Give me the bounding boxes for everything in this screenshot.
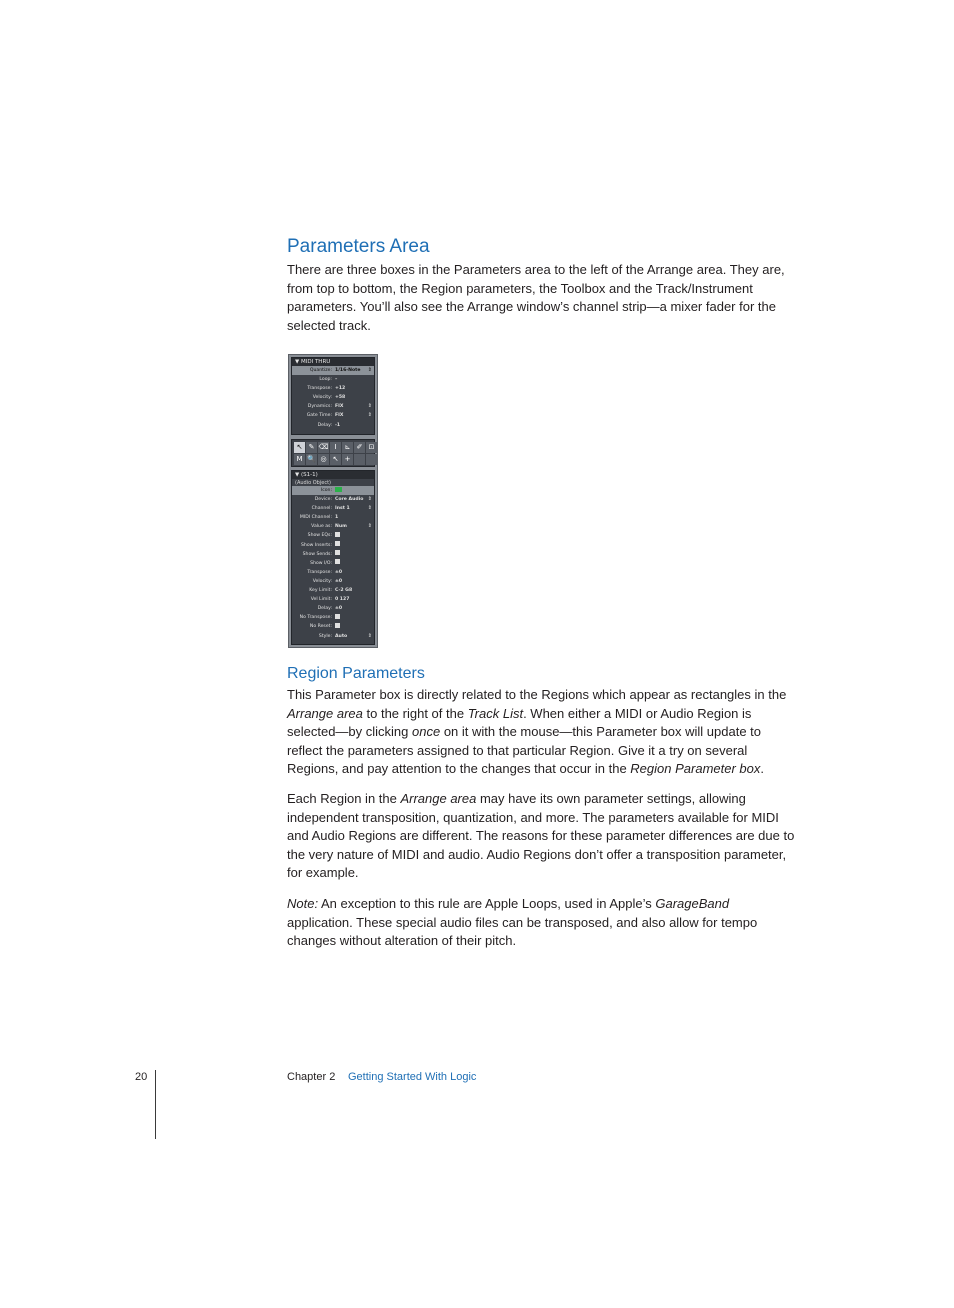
track-box-subheader: (Audio Object): [295, 480, 331, 486]
tool-button-icon[interactable]: +: [342, 454, 353, 465]
stepper-arrows-icon[interactable]: ⇕: [367, 523, 372, 530]
parameter-row[interactable]: [292, 586, 374, 595]
intro-paragraph: There are three boxes in the Parameters area to the left of the Arrange area. They are, from top to bottom, the Region parameters, the Toolbox and the Track/Instrument parameters. You’ll also see the Arrange window’s channel strip—a mixer fader for the selected track.: [287, 262, 785, 333]
parameter-label: No Transpose:: [299, 615, 332, 621]
text-run: .: [760, 761, 764, 777]
tool-button-icon[interactable]: Ι: [330, 442, 341, 453]
tool-button-icon[interactable]: ↖: [294, 442, 305, 453]
region-paragraph-2: [287, 790, 797, 883]
parameter-value: +58: [335, 395, 346, 401]
tool-button-icon[interactable]: ◎: [318, 454, 329, 465]
parameter-row[interactable]: [292, 486, 374, 495]
tool-button-icon[interactable]: 🔍: [307, 455, 316, 463]
subsection-title: Region Parameters: [287, 665, 425, 682]
parameter-row[interactable]: [292, 613, 374, 622]
text-run: on it with the mouse—this Parameter box will update to reflect the parameters assigned to that particular Region. Give it a try on several Regions, and pay attention to the changes that occur in the: [287, 724, 762, 777]
checkbox-icon: [335, 541, 340, 550]
checkbox-icon: [335, 622, 340, 631]
parameter-value: C-2 G8: [335, 588, 353, 594]
tool-button-icon[interactable]: [366, 454, 377, 465]
parameter-label: Velocity:: [312, 578, 332, 584]
tool-button-icon[interactable]: M: [294, 454, 305, 465]
parameter-row[interactable]: [292, 495, 374, 504]
toolbox: [291, 439, 375, 467]
tool-button-icon[interactable]: ✎: [306, 442, 317, 453]
parameter-label: Show Sends:: [302, 551, 332, 557]
parameter-row[interactable]: [292, 522, 374, 531]
parameter-label: Quantize:: [309, 368, 332, 373]
parameter-value: Num: [335, 524, 347, 530]
parameter-row[interactable]: [292, 531, 374, 540]
parameter-label: Gate Time:: [306, 413, 332, 419]
parameter-value: –: [335, 377, 338, 383]
parameter-value: FIX: [335, 404, 344, 410]
parameter-label: Transpose:: [307, 386, 332, 392]
parameter-value: Core Audio: [335, 497, 364, 503]
parameter-row[interactable]: [292, 504, 374, 513]
tool-button-icon[interactable]: ✐: [354, 442, 365, 453]
parameter-row[interactable]: [292, 393, 374, 402]
text-run: may have its own parameter settings, allowing independent transposition, quantization, and more. The parameters available for MIDI and Audio Regions are different. The reasons for these parameter differences are due to the very nature of MIDI and audio. Audio Regions don’t offer a transposition parameter, for example.: [287, 791, 795, 881]
parameter-row[interactable]: [292, 366, 374, 375]
note-paragraph: [287, 895, 797, 951]
section-title: Parameters Area: [287, 236, 430, 257]
track-parameter-rows: [292, 486, 374, 641]
parameter-row[interactable]: [292, 541, 374, 550]
parameter-label: Show EQs:: [307, 533, 332, 539]
region-paragraph-1: [287, 686, 797, 779]
track-parameter-box: [291, 470, 375, 645]
stepper-arrows-icon[interactable]: ⇕: [367, 505, 372, 512]
parameter-label: MIDI Channel:: [299, 515, 332, 521]
track-icon: [335, 486, 342, 495]
parameter-row[interactable]: [292, 559, 374, 568]
parameter-label: Icon:: [320, 488, 332, 493]
parameter-value: 1/16-Note: [335, 368, 361, 373]
parameter-value: ±0: [335, 578, 343, 584]
parameter-row[interactable]: [292, 411, 374, 420]
parameter-row[interactable]: [292, 632, 374, 641]
parameter-row[interactable]: [292, 622, 374, 631]
parameter-label: Delay:: [317, 606, 332, 612]
parameter-row[interactable]: [292, 384, 374, 393]
parameter-value: Inst 1: [335, 506, 350, 512]
parameter-row[interactable]: [292, 577, 374, 586]
parameter-label: Delay:: [317, 422, 332, 428]
checkbox-icon: [335, 559, 340, 568]
parameter-label: Value as:: [311, 524, 332, 530]
region-parameter-rows: [292, 366, 374, 430]
footer-rule: [155, 1070, 156, 1139]
parameter-value: Auto: [335, 633, 348, 639]
tool-button-icon[interactable]: [354, 454, 365, 465]
parameter-value: 0 127: [335, 597, 350, 603]
parameter-row[interactable]: [292, 513, 374, 522]
parameter-row[interactable]: [292, 421, 374, 430]
parameter-value: +12: [335, 386, 346, 392]
region-box-header: ▼ MIDI THRU: [292, 358, 374, 366]
text-run: to the right of the: [362, 705, 468, 721]
tool-button-icon[interactable]: ⌫: [318, 443, 329, 451]
term-track-list: Track List: [467, 705, 524, 721]
parameter-row[interactable]: [292, 604, 374, 613]
text-run: This Parameter box is directly related to the Regions which appear as rectangles in the: [287, 687, 787, 702]
text-run: . When either a MIDI or Audio Region is selected—by clicking: [287, 705, 752, 740]
parameter-row[interactable]: [292, 568, 374, 577]
parameter-label: Device:: [314, 497, 332, 503]
parameter-row[interactable]: [292, 550, 374, 559]
checkbox-icon: [335, 613, 340, 622]
stepper-arrows-icon[interactable]: ⇕: [367, 496, 372, 503]
term-garageband: GarageBand: [655, 896, 730, 911]
parameter-value: ±0: [335, 606, 343, 612]
track-box-header: ▼ (S1-1): [292, 471, 374, 479]
parameter-label: Channel:: [311, 506, 332, 512]
text-run: application. These special audio files can be transposed, and also allow for tempo changes without alteration of their pitch.: [287, 914, 758, 949]
chapter-label: Chapter 2: [287, 1071, 336, 1083]
tool-button-icon[interactable]: ⊡: [366, 442, 377, 453]
term-arrange-area: Arrange area: [400, 791, 477, 806]
parameter-label: Dynamics:: [307, 404, 332, 410]
stepper-arrows-icon[interactable]: ⇕: [367, 403, 372, 410]
text-run: An exception to this rule are Apple Loops, used in Apple’s: [318, 896, 656, 911]
tool-button-icon[interactable]: ⊾: [342, 442, 353, 453]
toolbox-grid: [294, 442, 377, 465]
parameter-row[interactable]: [292, 595, 374, 604]
term-once: once: [412, 724, 441, 740]
parameter-label: Show Inserts:: [301, 542, 332, 548]
note-label: Note:: [287, 896, 319, 911]
parameters-area-screenshot: [288, 354, 378, 648]
parameter-label: Loop:: [319, 377, 332, 383]
term-region-parameter-box: Region Parameter box: [630, 761, 761, 777]
chapter-title-link[interactable]: Getting Started With Logic: [348, 1071, 477, 1083]
parameter-label: Vel Limit:: [310, 597, 332, 603]
parameter-value: FIX: [335, 413, 344, 419]
tool-button-icon[interactable]: ↖: [330, 454, 341, 465]
stepper-arrows-icon[interactable]: ⇕: [367, 632, 372, 639]
checkbox-icon: [335, 550, 340, 559]
parameter-label: No Reset:: [309, 624, 332, 630]
stepper-arrows-icon[interactable]: ⇕: [367, 367, 372, 373]
parameter-row[interactable]: [292, 375, 374, 384]
parameter-label: Show I/O:: [310, 560, 332, 566]
parameter-value: 1: [335, 515, 339, 521]
page-number: 20: [135, 1071, 148, 1083]
parameter-value: -1: [335, 422, 341, 428]
text-run: Each Region in the: [287, 791, 401, 806]
term-arrange-area: Arrange area: [287, 705, 363, 721]
parameter-row[interactable]: [292, 402, 374, 411]
stepper-arrows-icon[interactable]: ⇕: [367, 412, 372, 419]
region-parameter-box: [291, 357, 375, 435]
parameter-label: Key Limit:: [309, 588, 332, 594]
parameter-label: Style:: [318, 633, 332, 639]
parameter-label: Transpose:: [307, 569, 332, 575]
parameter-label: Velocity:: [312, 395, 332, 401]
parameter-value: ±0: [335, 569, 343, 575]
checkbox-icon: [335, 531, 340, 540]
